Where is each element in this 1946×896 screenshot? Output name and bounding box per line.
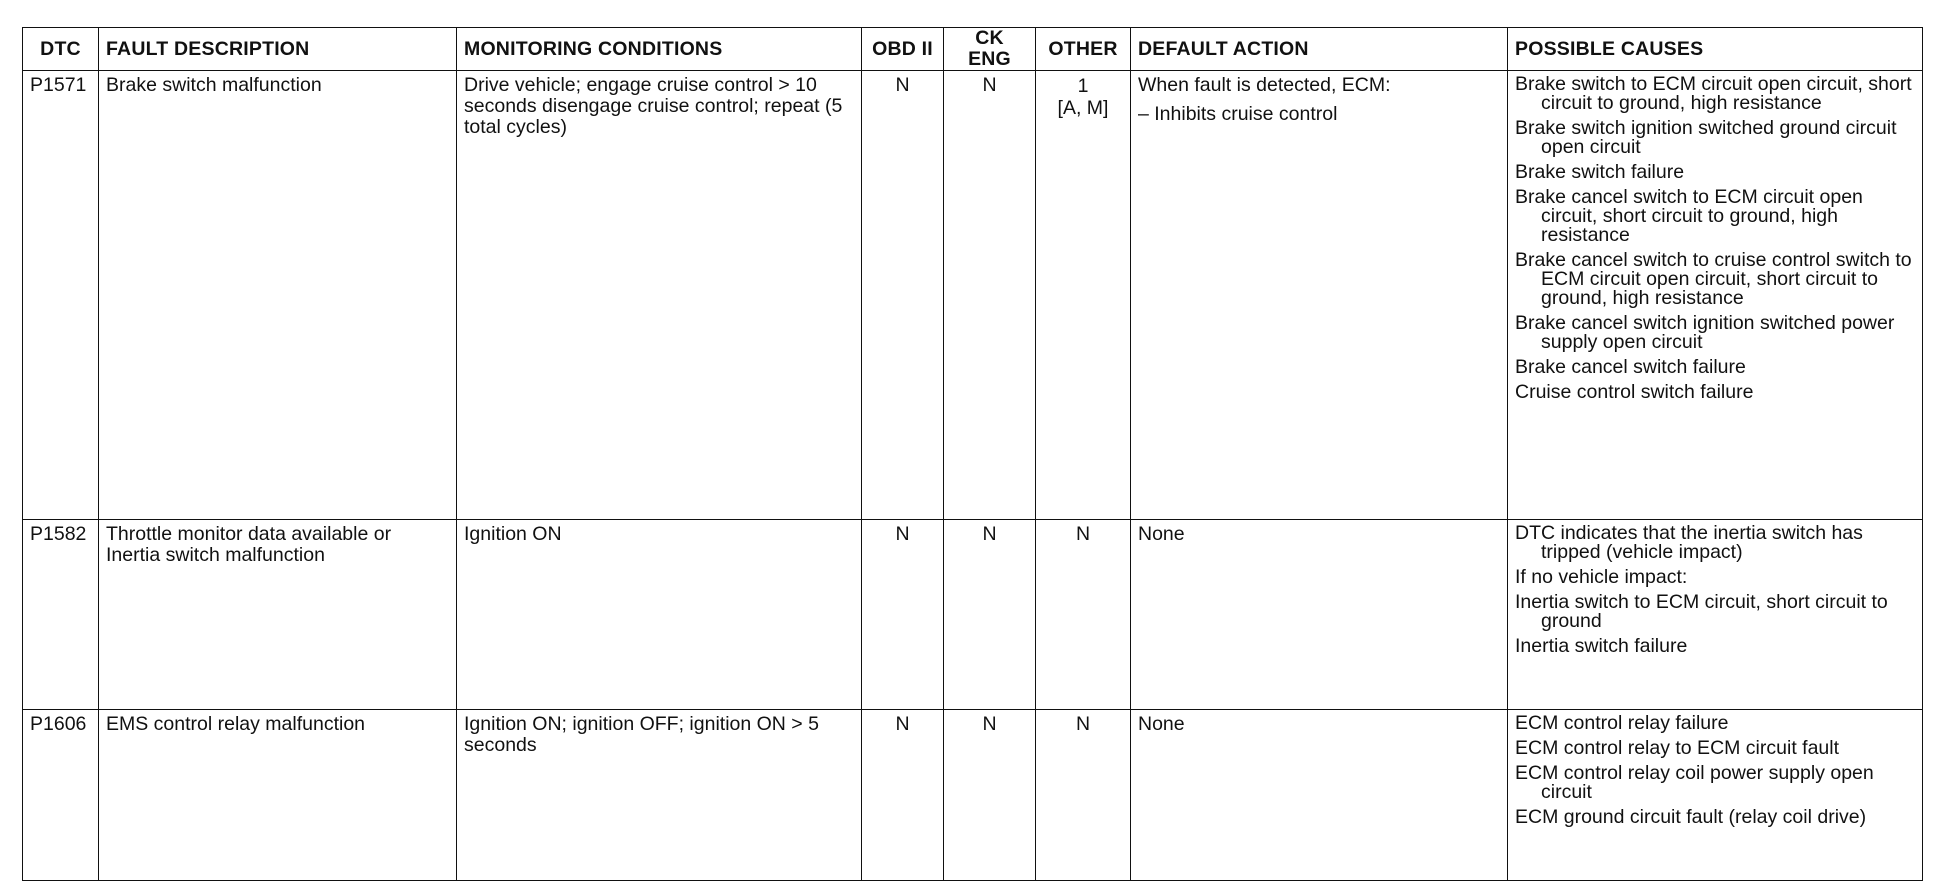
ck-eng-value: N xyxy=(944,71,1036,520)
header-ck-eng: CK ENG xyxy=(944,28,1036,71)
default-action-bullet: – Inhibits cruise control xyxy=(1138,103,1338,125)
cause-item: Brake cancel switch to ECM circuit open circuit, short circuit to ground, high resistance xyxy=(1515,186,1863,246)
monitoring-conditions: Ignition ON; ignition OFF; ignition ON > 5 seconds xyxy=(457,710,862,881)
header-obd-ii: OBD II xyxy=(862,28,944,71)
obd-ii-value: N xyxy=(862,71,944,520)
cause-item: Brake cancel switch to cruise control switch to ECM circuit open circuit, short circuit to ground, high resistance xyxy=(1515,249,1912,309)
header-fault-description: FAULT DESCRIPTION xyxy=(99,28,457,71)
default-action: None xyxy=(1131,520,1508,710)
possible-causes xyxy=(1508,710,1923,881)
cause-item: ECM ground circuit fault (relay coil drive) xyxy=(1515,806,1867,828)
cause-item: Brake cancel switch ignition switched power supply open circuit xyxy=(1515,312,1895,353)
default-action: None xyxy=(1131,710,1508,881)
default-action xyxy=(1131,71,1508,520)
cause-item: Inertia switch failure xyxy=(1515,635,1688,657)
cause-item: ECM control relay coil power supply open circuit xyxy=(1515,762,1874,803)
other-value xyxy=(1036,71,1131,520)
default-action-line: When fault is detected, ECM: xyxy=(1138,74,1391,96)
cause-item: Brake switch ignition switched ground circuit open circuit xyxy=(1515,117,1897,158)
dtc-code: P1582 xyxy=(23,520,99,710)
other-line: 1 xyxy=(1077,75,1089,97)
table-row xyxy=(23,71,1923,520)
ck-eng-value: N xyxy=(944,520,1036,710)
fault-description: Throttle monitor data available or Inertia switch malfunction xyxy=(99,520,457,710)
cause-item: If no vehicle impact: xyxy=(1515,566,1688,588)
cause-item: DTC indicates that the inertia switch has tripped (vehicle impact) xyxy=(1515,522,1863,563)
header-other: OTHER xyxy=(1036,28,1131,71)
header-default-action: DEFAULT ACTION xyxy=(1131,28,1508,71)
table-row xyxy=(23,710,1923,881)
fault-description: EMS control relay malfunction xyxy=(99,710,457,881)
header-dtc: DTC xyxy=(23,28,99,71)
dtc-table xyxy=(22,27,1923,881)
fault-description: Brake switch malfunction xyxy=(99,71,457,520)
monitoring-conditions: Ignition ON xyxy=(457,520,862,710)
other-value: N xyxy=(1036,710,1131,881)
possible-causes xyxy=(1508,520,1923,710)
cause-item: ECM control relay failure xyxy=(1515,712,1729,734)
cause-item: Brake cancel switch failure xyxy=(1515,356,1746,378)
cause-item: Inertia switch to ECM circuit, short circuit to ground xyxy=(1515,591,1888,632)
header-monitoring-conditions: MONITORING CONDITIONS xyxy=(457,28,862,71)
dtc-code: P1606 xyxy=(23,710,99,881)
ck-eng-value: N xyxy=(944,710,1036,881)
cause-item: Cruise control switch failure xyxy=(1515,381,1754,403)
monitoring-conditions: Drive vehicle; engage cruise control > 10 seconds disengage cruise control; repeat (5 total cycles) xyxy=(457,71,862,520)
table-row xyxy=(23,520,1923,710)
obd-ii-value: N xyxy=(862,520,944,710)
header-possible-causes: POSSIBLE CAUSES xyxy=(1508,28,1923,71)
other-line: [A, M] xyxy=(1057,97,1109,119)
dtc-code: P1571 xyxy=(23,71,99,520)
cause-item: Brake switch to ECM circuit open circuit, short circuit to ground, high resistance xyxy=(1515,73,1912,114)
other-value: N xyxy=(1036,520,1131,710)
possible-causes xyxy=(1508,71,1923,520)
cause-item: Brake switch failure xyxy=(1515,161,1685,183)
cause-item: ECM control relay to ECM circuit fault xyxy=(1515,737,1840,759)
obd-ii-value: N xyxy=(862,710,944,881)
header-row xyxy=(23,28,1923,71)
dtc-table-sheet xyxy=(22,27,1922,881)
